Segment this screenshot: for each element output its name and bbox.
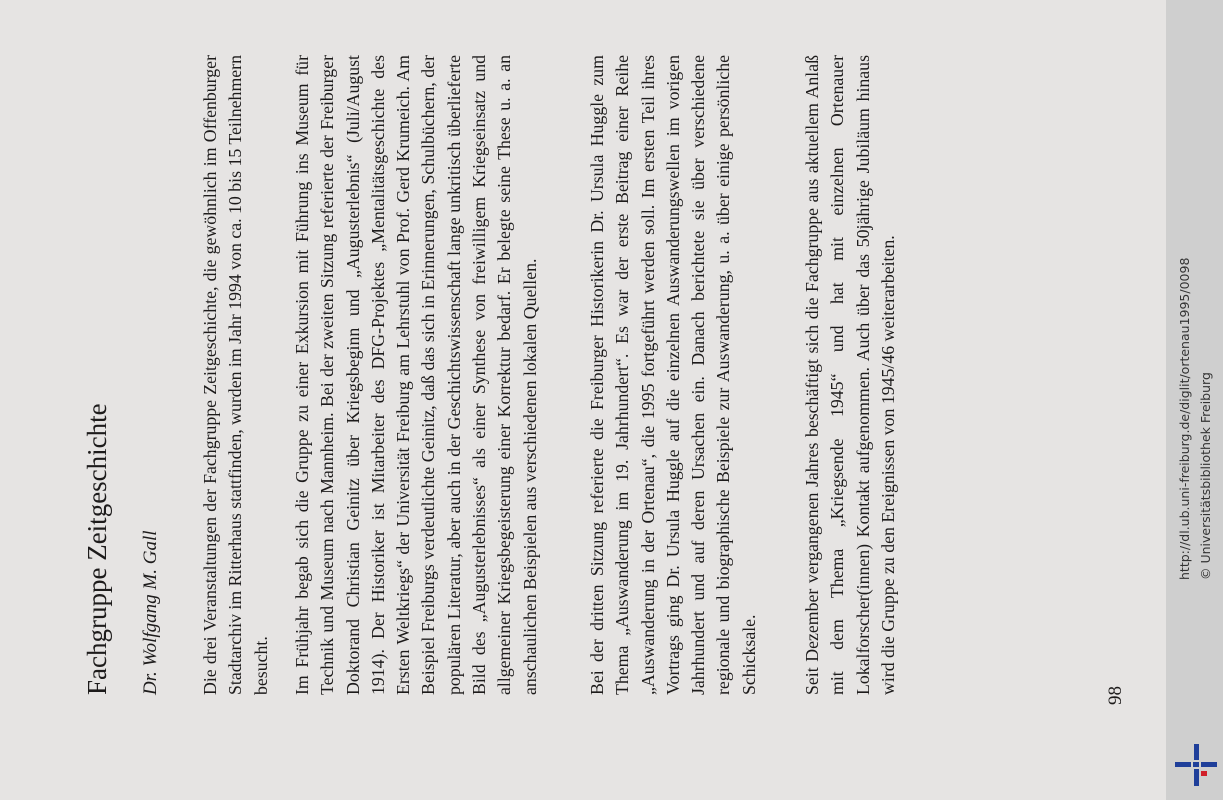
copyright-notice: © Universitätsbibliothek Freiburg <box>1198 372 1213 580</box>
source-url-link[interactable]: http://dl.ub.uni-freiburg.de/diglit/ortenau1995/0098 <box>1177 257 1192 580</box>
paragraph-4: Seit Dezember vergangenen Jahres beschäftigt sich die Fachgruppe aus aktuellem Anlaß mit dem Thema „Kriegsende 1945“ und hat mit einzelnen Ortenauer Lokalforscher(innen) Kontakt aufgenommen. Auch über das 50jährige Jubiläum hinaus wird die Gruppe zu den Ereignissen von 1945/46 weiterarbeiten. <box>802 55 898 695</box>
paragraph-2: Im Frühjahr begab sich die Gruppe zu einer Exkursion mit Führung ins Museum für Technik und Museum nach Mannheim. Bei der zweiten Sitzung referierte der Freiburger Doktorand Christian Geinitz über Kriegsbeginn und „Augusterlebnis“ (Juli/August 1914). Der Historiker ist Mitarbeiter des DFG-Projektes „Mentalitätsgeschichte des Ersten Weltkriegs“ der Universität Freiburg am Lehrstuhl von Prof. Gerd Krumeich. Am Beispiel Freiburgs verdeutlichte Geinitz, daß das sich in Erinnerungen, Schulbüchern, der populären Literatur, aber auch in der Geschichtswissenschaft lange unkritisch überlieferte Bild des „Augusterlebnisses“ als einer Synthese von freiwilligem Kriegseinsatz und allgemeiner Kriegsbegeisterung einer Korrektur bedarf. Er belegte seine These u. a. an anschaulichen Beispielen aus verschiedenen lokalen Quellen. <box>292 55 540 695</box>
author-name: Dr. Wolfgang M. Gall <box>140 530 161 695</box>
viewer-sidebar <box>1166 0 1223 800</box>
page-number: 98 <box>1105 686 1126 705</box>
rotated-text-block <box>80 45 1200 745</box>
library-logo-icon[interactable] <box>1175 744 1217 786</box>
sidebar-text <box>1174 0 1223 580</box>
paragraph-3: Bei der dritten Sitzung referierte die Freiburger Historikerin Dr. Ursula Huggle zum Thema „Auswanderung im 19. Jahrhundert“. Es war der erste Beitrag einer Reihe „Auswanderung in der Ortenau“, die 1995 fortgeführt werden soll. Im ersten Teil ihres Vortrags ging Dr. Ursula Huggle auf die einzelnen Auswanderungswellen im vorigen Jahrhundert und auf deren Ursachen ein. Danach berichtete sie über verschiedene regionale und biographische Beispiele zur Auswanderung, u. a. über einige persönliche Schicksale. <box>587 55 759 695</box>
page-title: Fachgruppe Zeitgeschichte <box>82 403 112 695</box>
paragraph-1: Die drei Veranstaltungen der Fachgruppe Zeitgeschichte, die gewöhnlich im Offenburger Stadtarchiv im Ritterhaus stattfinden, wurden im Jahr 1994 von ca. 10 bis 15 Teilnehmern besucht. <box>200 55 271 695</box>
